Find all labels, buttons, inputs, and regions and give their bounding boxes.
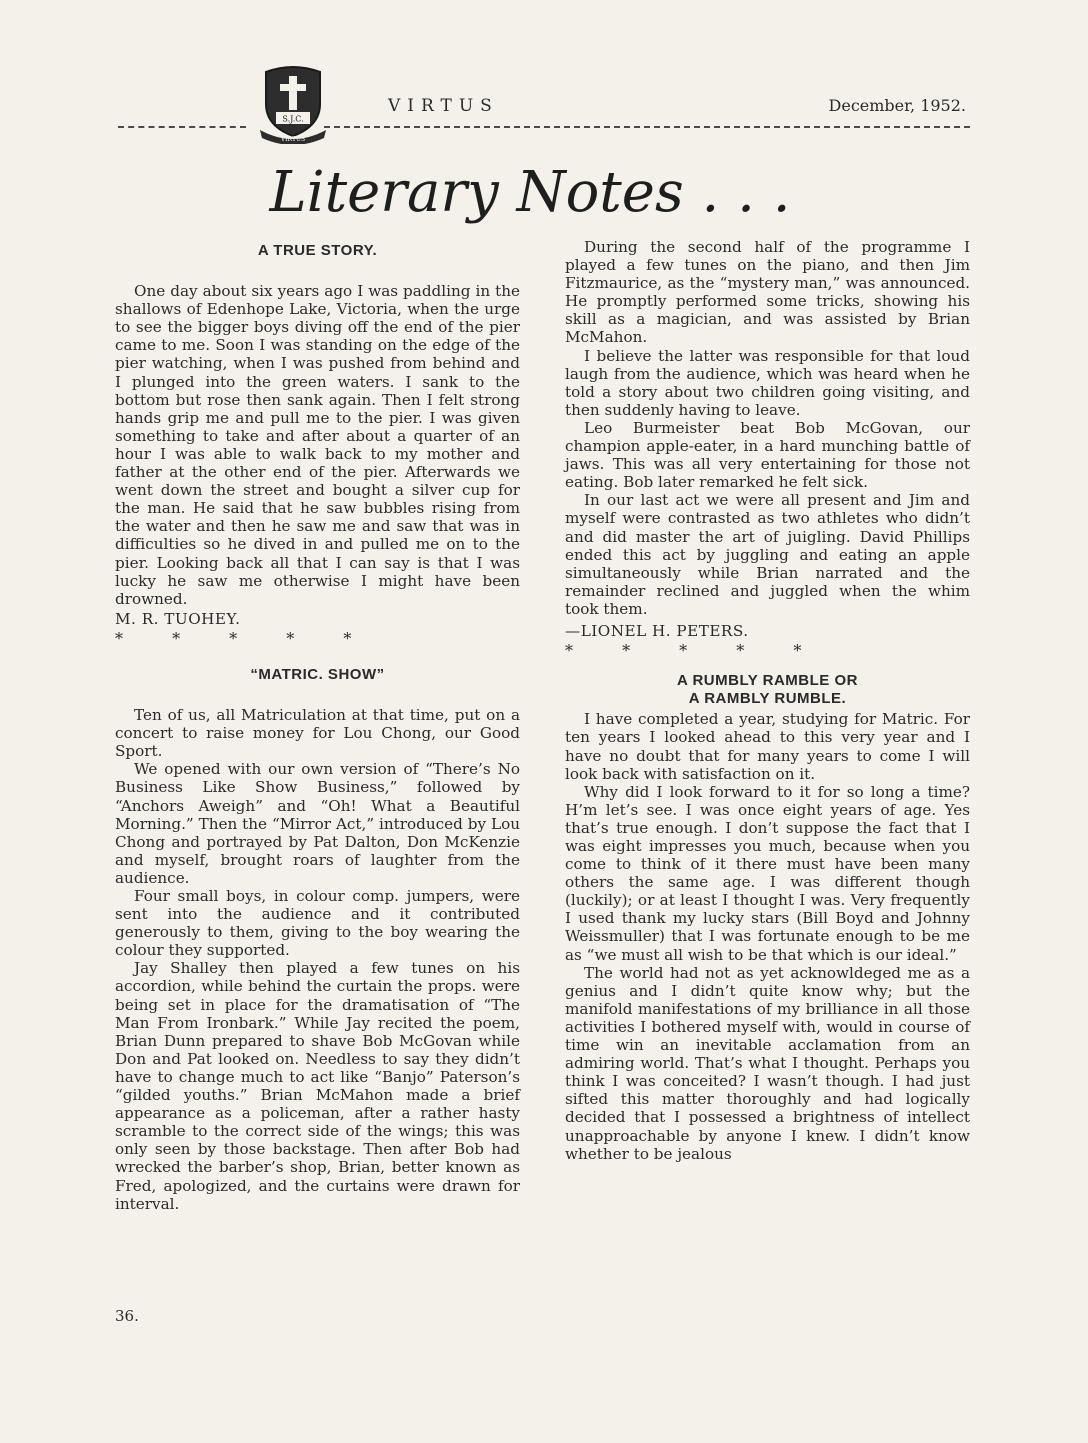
- issue-date: December, 1952.: [828, 96, 966, 115]
- article-author: M. R. TUOHEY.: [115, 609, 241, 628]
- section-divider: * * * * *: [115, 628, 374, 648]
- article-paragraph: Why did I look forward to it for so long a time? H’m let’s see. I was once eight years of age. Yes that’s true enough. I don’t suppose the fact that I was eight impresses you much, because when you come to think of it there must have been many others the same age. I was different though (luckily); or at least I thought I was. Very frequently I used thank my lucky stars (Bill Boyd and Johnny Weissmuller) that I was fortunate enough to be me as “we must all wish to be that which is our ideal.”: [565, 782, 970, 964]
- left-column: [115, 238, 520, 1213]
- article-paragraph: In our last act we were all present and Jim and myself were contrasted as two athletes who didn’t and did master the art of juigling. David Phillips ended this act by juggling and eating an apple simultaneously while Brian narrated and the remainder reclined and juggled when the whim took them.: [565, 491, 970, 618]
- article-paragraph: During the second half of the programme I played a few tunes on the piano, and then Jim Fitzmaurice, as the “mystery man,” was announced. He promptly performed some tricks, showing his skill as a magician, and was assisted by Brian McMahon.: [565, 238, 970, 347]
- article-paragraph: I believe the latter was responsible for that loud laugh from the audience, which was heard when he told a story about two children going visiting, and then suddenly having to leave.: [565, 346, 970, 419]
- article-paragraph: The world had not as yet acknowldeged me as a genius and I didn’t quite know why; but the manifold manifestations of my brilliance in all those activities I bothered myself with, would in course of time win an inevitable acclamation from an admiring world. That’s what I thought. Perhaps you think I was conceited? I wasn’t though. I had just sifted this matter thoroughly and had logically decided that I possessed a brightness of intellect unapproachable by anyone I knew. I didn’t know whether to be jealous: [565, 963, 970, 1163]
- svg-text:VIRTUS: VIRTUS: [280, 136, 306, 143]
- article-author: —LIONEL H. PETERS.: [565, 621, 749, 640]
- section-divider: * * * * *: [565, 641, 824, 661]
- article-paragraph: Ten of us, all Matriculation at that time, put on a concert to raise money for Lou Chong, our Good Sport.: [115, 706, 520, 761]
- article-title: “MATRIC. SHOW”: [250, 665, 385, 683]
- article-paragraph: Four small boys, in colour comp. jumpers, were sent into the audience and it contributed generously to them, giving to the boy wearing the colour they supported.: [115, 887, 520, 960]
- page-title: Literary Notes . . .: [269, 160, 791, 225]
- article-paragraph: Jay Shalley then played a few tunes on his accordion, while behind the curtain the props. were being set in place for the dramatisation of “The Man From Ironbark.” While Jay recited the poem, Brian Dunn prepared to shave Bob McGovan while Don and Pat looked on. Needless to say they didn’t have to change much to act like “Banjo” Paterson’s “gilded youths.” Brian McMahon made a brief appearance as a policeman, after a rather hasty scramble to the correct side of the wings; this was only seen by those backstage. Then after Bob had wrecked the barber’s shop, Brian, better known as Fred, apologized, and the curtains were drawn for interval.: [115, 959, 520, 1213]
- article-title: A RAMBLY RUMBLE.: [688, 690, 847, 708]
- article-paragraph: We opened with our own version of “There’s No Business Like Show Business,” followed by “Anchors Aweigh” and “Oh! What a Beautiful Morning.” Then the “Mirror Act,” introduced by Lou Chong and portrayed by Pat Dalton, Don McKenzie and myself, brought roars of laughter from the audience.: [115, 760, 520, 887]
- school-crest-icon: [258, 62, 328, 144]
- article-paragraph: I have completed a year, studying for Matric. For ten years I looked ahead to this very year and I have no doubt that for many years to come I will look back with satisfaction on it.: [565, 710, 970, 783]
- svg-text:S.J.C.: S.J.C.: [282, 114, 304, 124]
- article-paragraph: One day about six years ago I was paddling in the shallows of Edenhope Lake, Victoria, when the urge to see the bigger boys diving off the end of the pier came to me. Soon I was standing on the edge of the pier watching, when I was pushed from behind and I plunged into the green waters. I sank to the bottom but rose then sank again. Then I felt strong hands grip me and pull me to the pier. I was given something to take and after about a quarter of an hour I was able to walk back to my mother and father at the other end of the pier. Afterwards we went down the street and bought a silver cup for the man. He said that he saw bubbles rising from the water and then he saw me and saw that was in difficulties so he dived in and pulled me on to the pier. Looking back all that I can say is that I was lucky he saw me otherwise I might have been drowned.: [115, 282, 520, 608]
- magazine-name: VIRTUS: [388, 96, 499, 116]
- header-rule-left: [118, 126, 246, 128]
- article-paragraph: Leo Burmeister beat Bob McGovan, our champion apple-eater, in a hard munching battle of jaws. This was all very entertaining for those not eating. Bob later remarked he felt sick.: [565, 418, 970, 492]
- header-rule-right: [324, 126, 970, 128]
- page-number: 36.: [115, 1307, 139, 1325]
- right-column: [565, 238, 970, 1163]
- article-title: A TRUE STORY.: [257, 242, 378, 259]
- page-header: [118, 62, 970, 154]
- article-title: A RUMBLY RAMBLE OR: [677, 672, 858, 690]
